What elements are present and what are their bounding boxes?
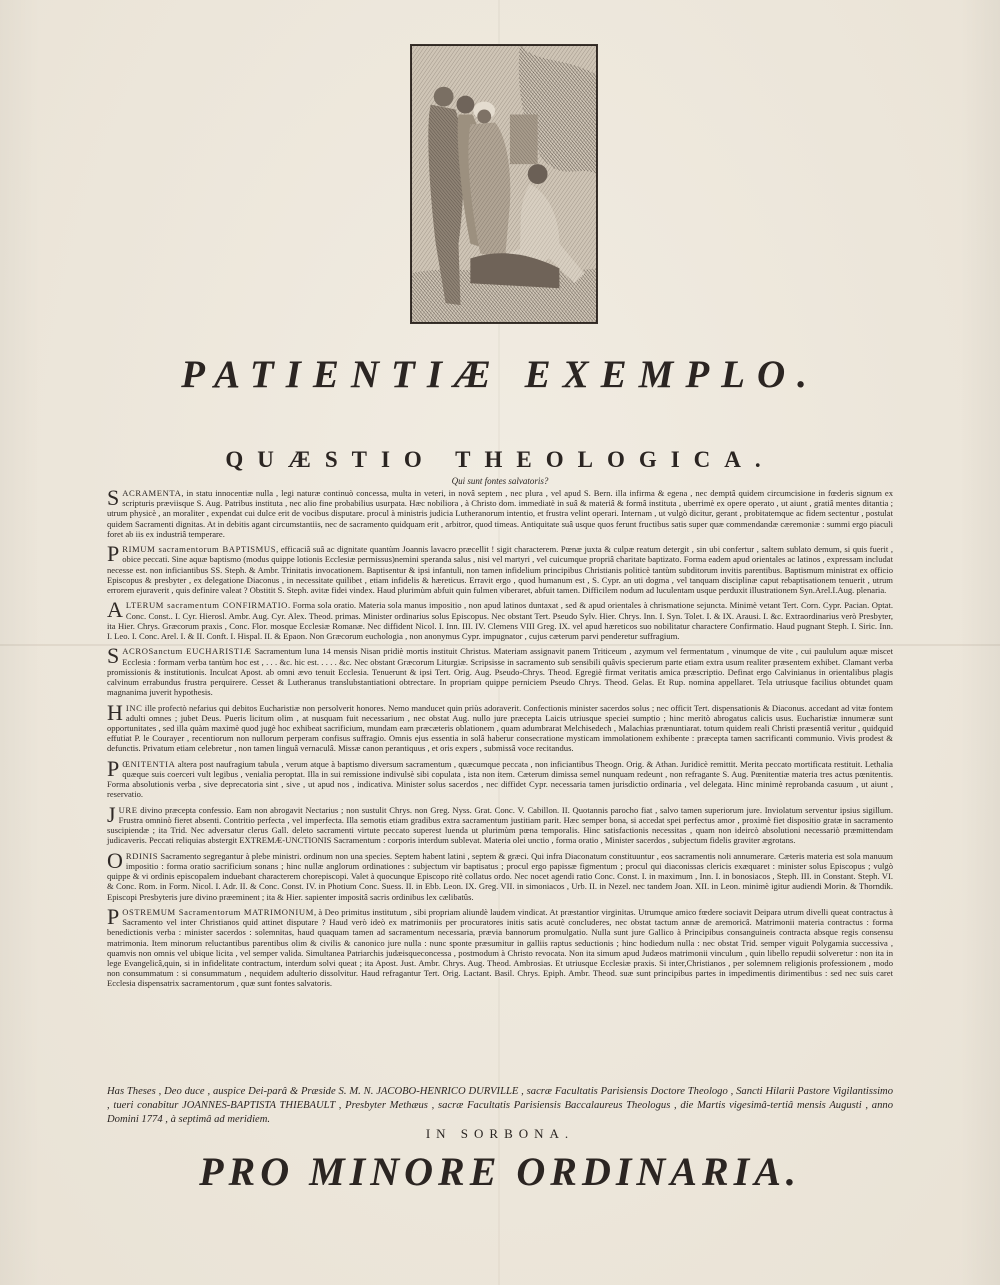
paragraph-baptismus [107,541,893,596]
drop-cap: P [107,541,120,567]
question-line: Qui sunt fontes salvatoris? [451,476,549,486]
drop-cap: A [107,597,123,623]
drop-cap: H [107,699,123,725]
engraving-artwork [411,45,597,323]
paragraph-lead: INC [125,702,143,713]
paragraph-matrimonium [107,904,893,989]
paragraph-confirmatio [107,597,893,642]
paragraph-poenitentia [107,755,893,800]
drop-cap: P [107,904,120,930]
paragraph-text: , in statu innocentiæ nulla , legi naturæ continuò concessa, multa in veteri, in novâ septem , nec plura , vel apud S. Bern. illa infirma & egena , nec demptâ quidem circumcisione in fœderis signum ex scripturis præviisque S. Aug. Patribus instituta , nec alio fine probabilius usurpata. Hæc nobiliora , à Christo dom. immediatè in suâ & materiâ & formâ instituta , uberrimè ex opere operato , ut aiunt , gratiâ mentes ditantia ; utrum physicè , an moraliter , expendat cui dulce erit de vocibus disputare. procul à ministris judicia Lutheranorum intentio, et frustra velint operari. Internam , ut vulgò dicitur, gerant , probitatemque ac fidem sectentur , postulat quidem Sacramenti dignitas. At in debitis agant circumstantiis, nec de sacramento quidquam erit , arbitror, quod timeas. Antiquitate suâ usque quos ferunt fructibus satis super quæ commendandæ cæremoniæ : summi ergo piaculi foret ab iis ex industriâ temperare. [107,488,893,539]
paragraph-lead: RIMUM sacramentorum BAPTISMUS [122,544,277,555]
paragraph-lead: LTERUM sacramentum CONFIRMATIO [125,600,288,611]
footer-title: PRO MINORE ORDINARIA. [199,1149,801,1194]
paragraph-text: . Forma sola oratio. Materia sola manus impositio , non apud latinos duntaxat , sed & apud orientales à chrismatione sejuncta. Minimè vetant Tert. Corn. Cypr. Pacian. Optat. Conc. Const.. I. Cyr. Hierosl. Ambr. Aug. Cyr. Alex. Theod. primas. Minister ordinarius solus Episcopus. Nec obstant Tert. Pseudo Sylv. Hier. Chrys. Inn. I. Syn. Tolet. I. & IX. Arausi. I. &c. Extraordinarius verò Presbyter, ita Hier. Chrys. Græcorum praxis , Conc. Flor. mosque Ecclesiæ Romanæ. Nec diffident Nicol. I. Inn. III. IV. Clemens VIII Greg. IX. vel apud hæreticos suo nobilitatur charactere Confirmatio. Haud pugnant Steph. I. Siric. Inn. I. Leo. I. Conc. Arel. I. & II. Conft. I. Hispal. II. & Epaon. Non Græcorum euchologia , non anonymus Cypr. impugnator , cujus cæterum parvi penderetur suffragium. [107,600,893,642]
paragraph-text: Sacramentum luna 14 mensis Nisan pridiè mortis instituit Christus. Materiam assignavit panem Triticeum , azymum vel fermentatum , vinumque de vite , cui paululum aquæ miscet Ecclesia : formam verba tantùm hoc est , . . . &c. hic est. . . . . &c. Nec obstant Græcorum Liturgiæ. Scripsisse in sacramento sub sensibili quâvis specierum parte etiam extra usum realiter præsentem exhibet. Clamant verba promissionis & institutionis. Inculcat Apost. ab omni ævo tenuit Ecclesia. Tenuerunt & ipsi Tert. Orig. Aug. Pseudo-Chrys. Theod. Egregiè firmat veritatis amica præscriptio. Definat ergo Calvinianus in orientalibus plagis calvinum errabundus frustra perquirere. Cesset & Lutheranus translubstantiationi obtrectare. In propriam quippe perniciem Pseudo Chrys. Theod. Gelas. Et Rup. nomina appellaret. Tela utriusque facilius obtundet quam magnanima juverit hypothesis. [107,646,893,698]
paragraph-lead: OSTREMUM Sacramentorum MATRIMONIUM [122,907,314,918]
drop-cap: O [107,847,123,873]
paragraph-text: , efficaciâ suâ ac dignitate quantùm Joannis lavacro præcellit ! sigit characterem. Pœnæ juxta & culpæ reatum detergit , sin ubi confertur , saltem sublato demum, si quis fuerit , obice peccati. Sine aquæ baptismo (modus quippe lotionis Ecclesiæ permissus)nemini speranda salus , nisi vel martyri , vel cuicumque propriâ charitate baptizato. Forma eadem apud orientales ac latinos , expressam includat necesse est. non inficiantibus SS. Steph. & Ambr. Trinitatis invocationem. Baptisentur & ipsi infantuli, non tamen infidelium principibus Christianis politicè tantùm subditorum invitis parentibus. Baptismum ministrat ex officio Episcopus & presbyter , ex delegatione Diaconus , in necessitate quilibet , etiam infidelis & hæreticus. Erravit ergo , quod humanum est , S. Cypr. an uti dogma , vel tanquam disciplinæ caput rebaptisationem tenuerit , utrum errorem ejuraverit , quis definire valeat ? Obstitit S. Steph. avitæ fidei vindex. Haud plurimùm abfuit quin fulmen viberaret, abfuit tamen. Difficilem nodum ad luculentam usque perduxit illustrationem Syn.Arel.I.Aug. plenaria. [107,544,893,596]
paragraph-jure [107,801,893,846]
paragraph-lead: ACRAMENTA [122,488,182,498]
paragraph-text: altera post naufragium tabula , verum atque à baptismo diversum sacramentum , quæcumque peccata , non inficiantibus Theogn. Orig. & Athan. Juridicè remittit. Merita peccato mortificata restituit. Lethalia quæque suis coerceri vult legibus , venialia peroptat. Illa in sui remissione indivulsè sibi copulata , ista non item. Cæterum dimissa semel nunquam redeunt , non refragante S. Aug. Pœnitentiæ materia tres actus pœnitentis. Forma absolutionis verba , sive deprecatoria sint , sive , ut apud nos , indicativa. Minister solus sacerdos , nec diffidet Cypr. necessaria tamen jurisdictio ordinaria , vel delegata. Hinc minimè reprobanda casuum , ut aiunt , reservatio. [107,758,893,800]
paragraph-text: , à Deo primitus institutum , sibi propriam aliundè laudem vindicat. At præstantior virginitas. Utrumque amico fœdere sociavit Deipara utrum divelli queat contractus à Sacramento vel inter Christianos quid attinet disputare ? Haud verò ideò ex matrimoniis per procuratores initis satis acutè concluderes, nec obstat tactum annæ de aremoricâ. Matrimonii materia contractus : forma benedictionis verba : minister sacerdos : solemnitas, haud quaquam tamen ad sacramentum necessaria, prævia bannorum promulgatio. Nulla sunt jure Gallico à Principibus consanguineis contracta absque regis consensu matrimonia. Item minorum reluctantibus parentibus olim & civilis & canonico jure nulla : nunc sponte præsumitur in galliis raptus seductionis ; hinc hodiedum nulla : nec obstat Trid. semper viguit Polygamia successiva , quamvis non omnis vel ubique licita , vel semper valida. Simultanea Patriarchis judæisqueconcessa , postmodum à Christo revocata. Non ita simum apud Judæos matrimonii vinculum , quin libello repudii solveretur : non ita in lege Evangelicâ,quin, si in infidelitate contractum, interdum solvi queat ; ita Apost. Just. Ambr. Chrys. Aug. Theod. Ambrosias. Et utriusque Ecclesiæ praxis. Si inter,Christianos , per solemnem religionis professionem , modo non consummatum : si consummatum , nequidem adulterio dissolvitur. Haud refragantur Tert. Orig. Lactant. Basil. Chrys. Epiph. Ambr. Theod. suæ sunt principibus partes in impedimentis dirimentibus : sed nec suis caret Ecclesia dispensatrix sacramentorum , quæ sunt fontes salvatoris. [107,907,893,989]
paragraph-lead: ŒNITENTIA [122,758,176,769]
subtitle: QUÆSTIO THEOLOGICA. [225,447,775,472]
engraved-illustration [410,44,598,324]
drop-cap: J [107,801,116,827]
paragraph-lead: ACROSanctum EUCHARISTIÆ [122,646,252,657]
place-line: IN SORBONA. [425,1126,575,1141]
drop-cap: S [107,643,120,669]
thesis-body [107,485,893,994]
paragraph-eucharistia [107,643,893,698]
paragraph-text: ille profectò nefarius qui debitos Eucharistiæ non persolverit honores. Nemo manducet quin priùs adoraverit. Confectionis minister sacerdos solus ; nec officit Tert. dispensationis & Diaconus. accedant ad vitæ fontem adulti omnes ; jubet Deus. Pueris licitum olim , at nusquam fuit necessarium , nec obstat Aug. nullo jure præcepta Laicis utriusque speciei sumptio ; hinc meritò abrogatus calicis usus. Eucharistiæ innumeræ sunt opportunitates , sed illa quàm maximè quod jugè hoc exhibeat sacrificium, mundam eam præcæteris oblationem , quam adumbrarat Melchisedech , Malachias prænuntiarat. totum quidem reali Christi præsentiâ veritur , quidquid effutiat P. le Courayer , recentiorum non nullorum perperam confisus suffragio. Omnis ejus essentia in solâ haberur consecratione mysticam immolationem exhibente : præcepta tamen sacrificanti communio. Vivis prodest & defunctis. Privatum etiam celebretur , non tamen linguâ vernaculâ. Missæ canon perantiquus , et oris expers , submissâ voce recitandus. [107,702,893,754]
paragraph-text: divino præcepta confessio. Eam non abrogavit Nectarius ; non sustulit Chrys. non Greg. Nyss. Grat. Conc. V. Cabillon. II. Quotannis parocho fiat , salvo tamen superiorum jure. Inviolatum serventur ipsius sigillum. Frustra omninò fieret absenti. Contritio perfecta , vel imperfecta. Illa semotis etiam gradibus extra sacramentum justitiam parit. Hæc semper bona, si accedat spei perfectus amor , proximè fiet dispositio gratæ in sacramento suscipiendæ ; ita Trid. Nec adversatur clerus Gall. deleto sacramenti virtute peccato superest luenda ut plurimùm pœna temporalis. Hinc satisfactionis necessitas , quam non ideircò absolutioni necessariò præmittendam judicaveris. Peccati reliquias abstergit EXTREMÆ-UNCTIONIS Sacramentum : corporis interdum sublevat. Materia olei unctio , forma oratio , Minister sacerdos , subjectum fidelis graviter ægrotans. [107,804,893,846]
paragraph-hinc [107,699,893,754]
drop-cap: S [107,485,120,510]
paragraph-sacramenta [107,485,893,539]
main-title: PATIENTIÆ EXEMPLO. [181,353,819,396]
paragraph-lead: RDINIS [125,850,159,861]
dedication: Has Theses , Deo duce , auspice Dei-parâ & Præside S. M. N. JACOBO-HENRICO DURVILLE , sacræ Facultatis Parisiensis Doctore Theologo , Sancti Hilarii Pastore Vigilantissimo , tueri conabitur JOANNES-BAPTISTA THIEBAULT , Presbyter Methæus , sacræ Facultatis Parisiensis Baccalaureus Theologus , die Martis vigesimâ-tertiâ mensis Augusti , anno Domini 1774 , à septimâ ad meridiem. [107,1086,893,1125]
paragraph-text: Sacramento segregantur à plebe ministri. ordinum non una species. Septem habent latini , septem & græci. Qui infra Diaconatum constituuntur , eos sacramentis noli annumerare. Cæteris materia est sola manuum impositio : forma oratio sacrificium sonans ; hinc nullæ anglorum ordinationes : subjectum vir baptisatus ; procul ergo papissæ figmentum ; procul qui diaconissas clericis exæquaret : minister solus Episcopus ; vulgò quippe & vi ordinis episcopalem induebant characterem chorepiscopi. Valet à quocunque Episcopo ritè collatus ordo. Nec nocet agendi ratio Conc. Const. I. in maximum , Inn. I. in bonosiacos , Steph. III. in Constant. Steph. VI. & Conc. Rom. in Form. Nicol. I. Adr. II. & Conc. Const. IV. in Photium Conc. Suess. II. in Ebb. Leon. IX. Greg. VII. in simoniacos , Urb. II. in Nezel. nec tandem Joan. XII. in Leon. minimè igitur audiendi Morin. & Thorndik. Episcopi Presbyteris jure divino præeminent ; ita & Hier. sapienter impositâ sacris ordinibus lex cælibatûs. [107,850,893,902]
drop-cap: P [107,755,120,781]
paragraph-ordinis [107,847,893,902]
paragraph-lead: URE [118,804,138,815]
